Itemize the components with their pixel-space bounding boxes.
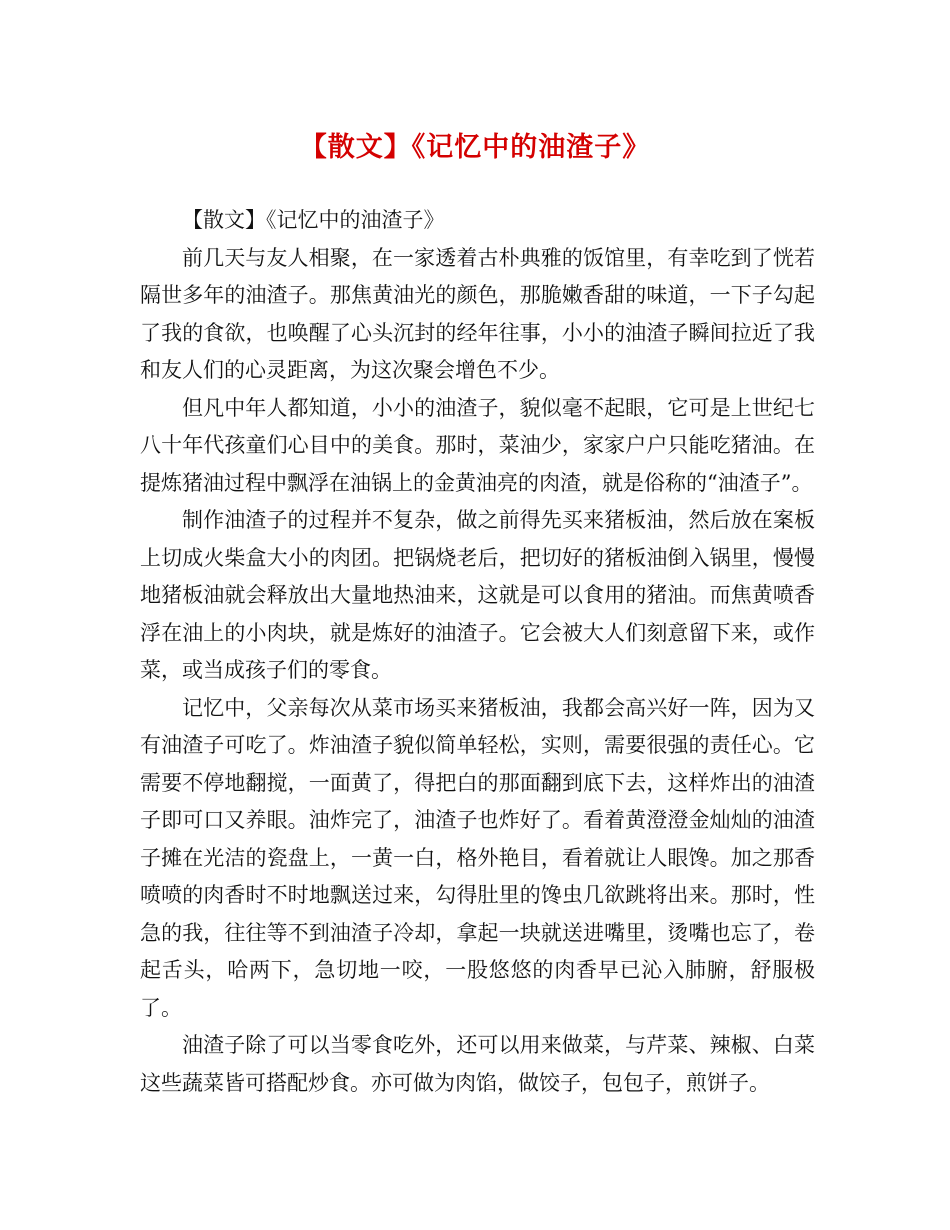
document-body [140, 202, 815, 1102]
paragraph-4: 记忆中，父亲每次从菜市场买来猪板油，我都会高兴好一阵，因为又有油渣子可吃了。炸油渣子貌似简单轻松，实则，需要很强的责任心。它需要不停地翻搅，一面黄了，得把白的那面翻到底下去，这样炸出的油渣子即可口又养眼。油炸完了，油渣子也炸好了。看着黄澄澄金灿灿的油渣子摊在光洁的瓷盘上，一黄一白，格外艳目，看着就让人眼馋。加之那香喷喷的肉香时不时地飘送过来，勾得肚里的馋虫几欲跳将出来。那时，性急的我，往往等不到油渣子冷却，拿起一块就送进嘴里，烫嘴也忘了，卷起舌头，哈两下，急切地一咬，一股悠悠的肉香早已沁入肺腑，舒服极了。 [140, 695, 815, 1020]
paragraph-subtitle: 【散文】《记忆中的油渣子》 [182, 208, 445, 232]
paragraph-2: 但凡中年人都知道，小小的油渣子，貌似毫不起眼，它可是上世纪七八十年代孩童们心目中的美食。那时，菜油少，家家户户只能吃猪油。在提炼猪油过程中飘浮在油锅上的金黄油亮的肉渣，就是俗称的“油渣子”。 [140, 395, 815, 495]
paragraph-3: 制作油渣子的过程并不复杂，做之前得先买来猪板油，然后放在案板上切成火柴盒大小的肉团。把锅烧老后，把切好的猪板油倒入锅里，慢慢地猪板油就会释放出大量地热油来，这就是可以食用的猪油。而焦黄喷香浮在油上的小肉块，就是炼好的油渣子。它会被大人们刻意留下来，或作菜，或当成孩子们的零食。 [140, 508, 815, 682]
document-title: 【散文】《记忆中的油渣子》 [299, 132, 651, 163]
paragraph-5: 油渣子除了可以当零食吃外，还可以用来做菜，与芹菜、辣椒、白菜这些蔬菜皆可搭配炒食。亦可做为肉馅，做饺子，包包子，煎饼子。 [140, 1033, 815, 1095]
paragraph-1: 前几天与友人相聚，在一家透着古朴典雅的饭馆里，有幸吃到了恍若隔世多年的油渣子。那焦黄油光的颜色，那脆嫩香甜的味道，一下子勾起了我的食欲，也唤醒了心头沉封的经年往事，小小的油渣子瞬间拉近了我和友人们的心灵距离，为这次聚会增色不少。 [140, 245, 815, 382]
